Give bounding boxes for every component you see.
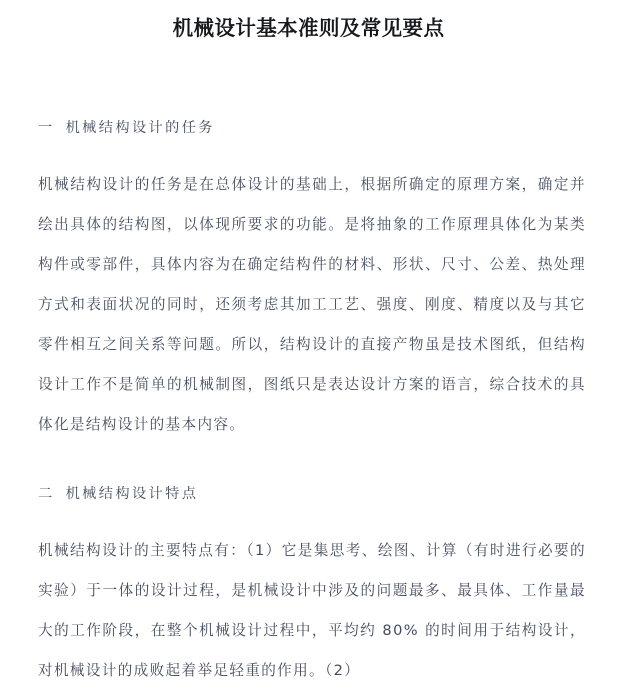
section-paragraph-1: 机械结构设计的任务是在总体设计的基础上，根据所确定的原理方案，确定并绘出具体的结构图，以体现所要求的功能。是将抽象的工作原理具体化为某类构件或零部件，具体内容为在确定结构件的材料、形状、尺寸、公差、热处理方式和表面状况的同时，还须考虑其加工工艺、强度、刚度、精度以及与其它零件相互之间关系等问题。所以，结构设计的直接产物虽是技术图纸，但结构设计工作不是简单的机械制图，图纸只是表达设计方案的语言，综合技术的具体化是结构设计的基本内容。 xyxy=(38,176,586,433)
section-heading-2 xyxy=(38,484,198,504)
section-title-2: 机械结构设计特点 xyxy=(65,486,199,502)
page-title: 机械设计基本准则及常见要点 xyxy=(172,16,445,40)
section-number-1: 一 xyxy=(38,120,55,136)
section-title-1: 机械结构设计的任务 xyxy=(65,120,215,136)
section-paragraph-2: 机械结构设计的主要特点有：（1）它是集思考、绘图、计算（有时进行必要的实验）于一体的设计过程，是机械设计中涉及的问题最多、最具体、工作量最大的工作阶段，在整个机械设计过程中，平均约 80% 的时间用于结构设计，对机械设计的成败起着举足轻重的作用。（2） xyxy=(38,542,586,679)
section-heading-1 xyxy=(38,118,215,138)
section-number-2: 二 xyxy=(38,486,55,502)
